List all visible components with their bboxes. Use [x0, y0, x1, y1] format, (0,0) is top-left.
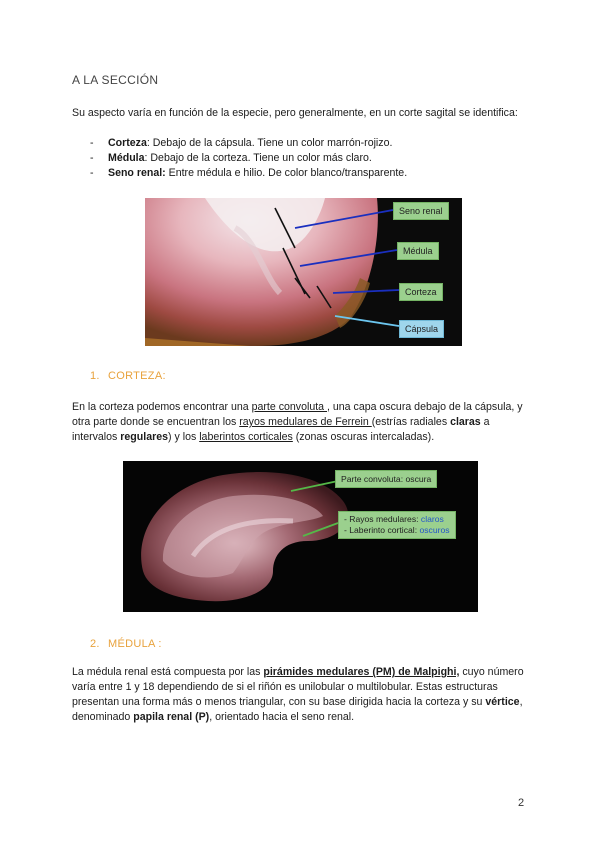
label-corteza: Corteza [399, 283, 443, 301]
label-rayos-laberinto: - Rayos medulares: claros - Laberinto cortical: oscuros [338, 511, 456, 539]
heading-corteza: 1. CORTEZA: [90, 370, 166, 382]
section-title: A LA SECCIÓN [72, 73, 159, 87]
intro-paragraph: Su aspecto varía en función de la especie, pero generalmente, en un corte sagital se identifica: [72, 107, 518, 119]
label-capsula: Cápsula [399, 320, 444, 338]
kidney-section-figure [145, 198, 462, 346]
corteza-paragraph: En la corteza podemos encontrar una parte convoluta , una capa oscura debajo de la cápsula, y otra parte donde se encuentran los rayos medulares de Ferrein (estrías radiales claras a intervalos regulares) y los laberintos corticales (zonas oscuras intercaladas). [72, 401, 523, 443]
bullet-corteza: - Corteza: Debajo de la cápsula. Tiene un color marrón-rojizo. [90, 137, 393, 149]
medula-paragraph: La médula renal está compuesta por las pirámides medulares (PM) de Malpighi, cuyo número varía entre 1 y 18 dependiendo de si el riñón es unilobular o multilobular. Estas estructuras presentan una forma más o menos triangular, con su base dirigida hacia la corteza y su vértice, denominado papila renal (P), orientado hacia el seno renal. [72, 666, 524, 723]
label-parte-convoluta: Parte convoluta: oscura [335, 470, 437, 488]
label-medula: Médula [397, 242, 439, 260]
kidney-cortex-figure [123, 461, 478, 612]
page-number: 2 [518, 797, 525, 809]
bullet-seno-renal: - Seno renal: Entre médula e hilio. De color blanco/transparente. [90, 167, 408, 179]
bullet-list [90, 136, 530, 181]
bullet-medula: - Médula: Debajo de la corteza. Tiene un color más claro. [90, 152, 372, 164]
heading-medula: 2. MÉDULA : [90, 638, 162, 650]
label-seno-renal: Seno renal [393, 202, 449, 220]
